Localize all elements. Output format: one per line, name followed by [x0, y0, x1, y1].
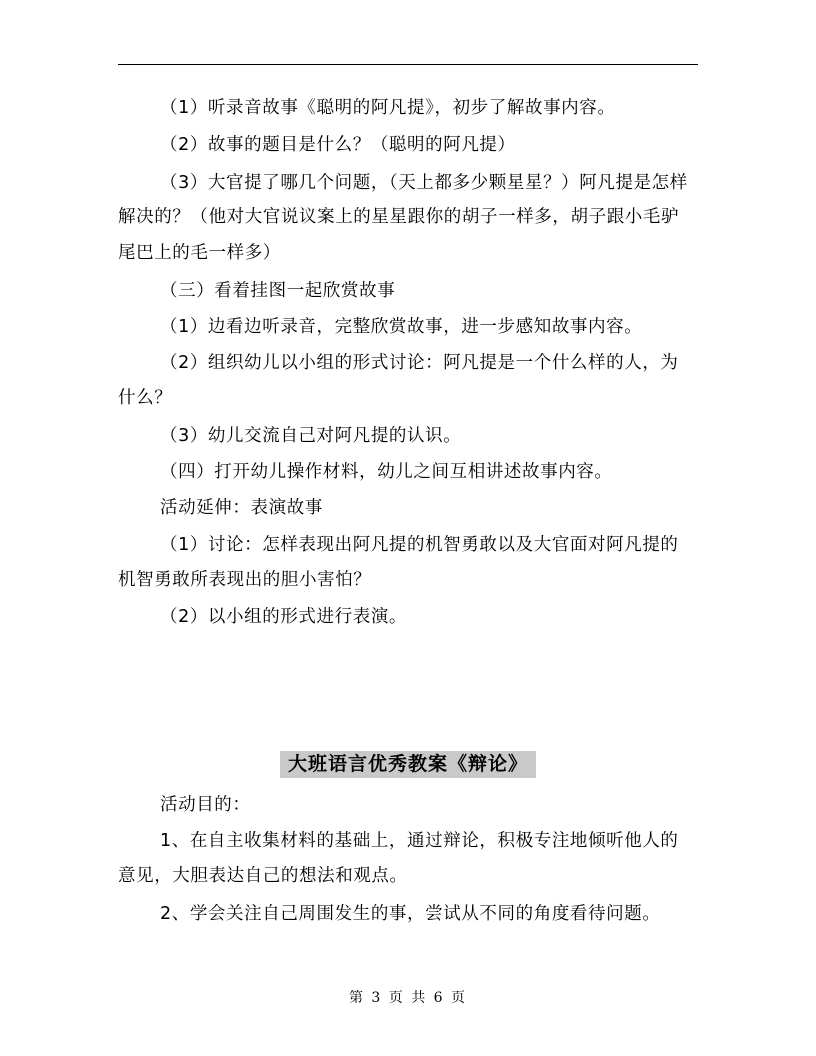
body-line: 机智勇敢所表现出的胆小害怕？: [118, 570, 372, 590]
body-line: 什么？: [118, 388, 173, 408]
body-line: 活动延伸：表演故事: [160, 498, 323, 518]
page-number: 第 3 页 共 6 页: [348, 990, 468, 1006]
body-line: （1）讨论：怎样表现出阿凡提的机智勇敢以及大官面对阿凡提的: [160, 535, 679, 555]
body-line: （1）边看边听录音，完整欣赏故事，进一步感知故事内容。: [160, 317, 643, 337]
section-line: 活动目的：: [160, 795, 251, 815]
body-line: （1）听录音故事《聪明的阿凡提》，初步了解故事内容。: [160, 98, 616, 118]
section-line: 2、学会关注自己周围发生的事，尝试从不同的角度看待问题。: [160, 904, 661, 924]
section-title: 大班语言优秀教案《辩论》: [280, 751, 536, 778]
body-line: （2）组织幼儿以小组的形式讨论：阿凡提是一个什么样的人，为: [160, 353, 679, 373]
body-line: （四）打开幼儿操作材料，幼儿之间互相讲述故事内容。: [160, 462, 613, 482]
body-line: （3）大官提了哪几个问题，（天上都多少颗星星？）阿凡提是怎样: [160, 173, 688, 193]
header-rule: [118, 64, 698, 65]
body-line: （三）看着挂图一起欣赏故事: [160, 281, 396, 301]
body-line: 尾巴上的毛一样多）: [118, 243, 281, 263]
body-line: （2）故事的题目是什么？（聪明的阿凡提）: [160, 135, 516, 155]
body-line: （3）幼儿交流自己对阿凡提的认识。: [160, 426, 462, 446]
section-line: 意见，大胆表达自己的想法和观点。: [118, 866, 408, 886]
section-line: 1、在自主收集材料的基础上，通过辩论，积极专注地倾听他人的: [160, 831, 679, 851]
body-line: 解决的？（他对大官说议案上的星星跟你的胡子一样多，胡子跟小毛驴: [118, 207, 680, 227]
body-line: （2）以小组的形式进行表演。: [160, 607, 408, 627]
